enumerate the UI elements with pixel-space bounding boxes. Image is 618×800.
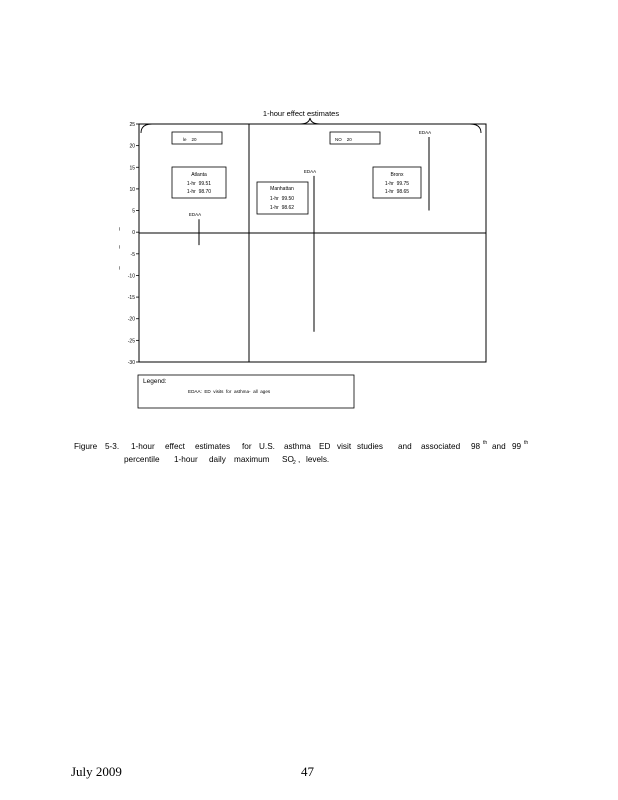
caption-word: visit <box>337 442 352 451</box>
estimate-label: EDAA <box>303 168 317 174</box>
y-tick-label: 25 <box>129 122 135 128</box>
chart-title: 1-hour effect estimates <box>262 109 340 118</box>
city-line-bronx-2: 1-hr 98.65 <box>384 189 410 195</box>
y-tick-label: -10 <box>127 273 135 280</box>
caption-word: , <box>298 455 301 464</box>
y-tick-label: -25 <box>127 338 135 345</box>
caption-word: percentile <box>124 455 160 464</box>
caption-superscript: th <box>524 440 529 446</box>
caption-word: associated <box>421 442 461 451</box>
footer-date: July 2009 <box>71 764 122 779</box>
y-axis-label-fragment: – <box>117 266 123 270</box>
caption-word: Figure <box>74 442 98 451</box>
y-tick-label: 5 <box>132 208 135 215</box>
effect-estimate-series <box>186 129 432 332</box>
city-name-manhattan: Manhattan <box>270 186 294 192</box>
region-label-right-text: NO 20 <box>335 137 352 142</box>
caption-word: 1-hour <box>131 442 155 451</box>
region-label-left <box>172 132 222 144</box>
caption-word: daily <box>209 455 226 464</box>
caption-word: 5-3. <box>105 442 120 451</box>
y-axis-label-fragment: – <box>117 227 123 231</box>
caption-word: SO <box>282 455 294 464</box>
legend-entry: EDAA: ED visits for asthma- all ages <box>188 389 271 394</box>
city-line-atlanta-2: 1-hr 98.70 <box>186 189 212 195</box>
page-number: 47 <box>301 764 314 779</box>
y-axis-ticks <box>117 122 139 366</box>
y-tick-label: 0 <box>132 230 135 237</box>
city-line-bronx-1: 1-hr 99.75 <box>384 181 410 187</box>
y-tick-label: 10 <box>129 186 135 193</box>
city-box-bronx <box>373 167 421 198</box>
caption-word: 1-hour <box>174 455 198 464</box>
caption-word: asthma <box>284 442 311 451</box>
y-tick-label: 15 <box>129 165 135 172</box>
caption-word: 99 <box>512 442 522 451</box>
caption-line-1 <box>74 440 544 453</box>
figure-caption <box>74 440 544 466</box>
caption-word: and <box>492 442 506 451</box>
caption-word: maximum <box>234 455 270 464</box>
y-axis-label-fragment: – <box>117 245 123 249</box>
caption-word: 98 <box>471 442 481 451</box>
y-tick-label: -5 <box>130 251 135 258</box>
caption-word: levels. <box>306 455 330 464</box>
city-name-atlanta: Atlanta <box>191 172 207 178</box>
caption-word: U.S. <box>259 442 275 451</box>
city-box-manhattan <box>257 182 308 214</box>
city-box-atlanta <box>172 167 226 198</box>
caption-word: ED <box>319 442 331 451</box>
legend <box>138 375 354 408</box>
city-line-manhattan-1: 1-hr 99.50 <box>269 196 295 202</box>
estimate-label: EDAA <box>188 212 202 218</box>
city-line-atlanta-1: 1-hr 99.51 <box>186 181 212 187</box>
city-line-manhattan-2: 1-hr 98.62 <box>269 205 295 211</box>
caption-word: and <box>398 442 412 451</box>
caption-word: estimates <box>195 442 231 451</box>
caption-word: for <box>242 442 252 451</box>
estimate-label: EDAA <box>418 129 432 135</box>
caption-superscript: th <box>483 440 488 446</box>
city-name-bronx: Bronx <box>390 172 404 178</box>
legend-title: Legend: <box>143 378 167 385</box>
region-label-right <box>330 132 380 144</box>
caption-word: studies <box>357 442 383 451</box>
region-label-left-text: le 20 <box>183 137 197 142</box>
y-tick-label: 20 <box>129 143 135 150</box>
y-tick-label: -30 <box>127 360 135 366</box>
plot-area <box>139 124 486 362</box>
caption-subscript: 2 <box>293 460 296 466</box>
caption-line-2 <box>74 453 544 466</box>
y-tick-label: -20 <box>127 316 135 323</box>
y-tick-label: -15 <box>127 295 135 302</box>
caption-word: effect <box>165 442 185 451</box>
